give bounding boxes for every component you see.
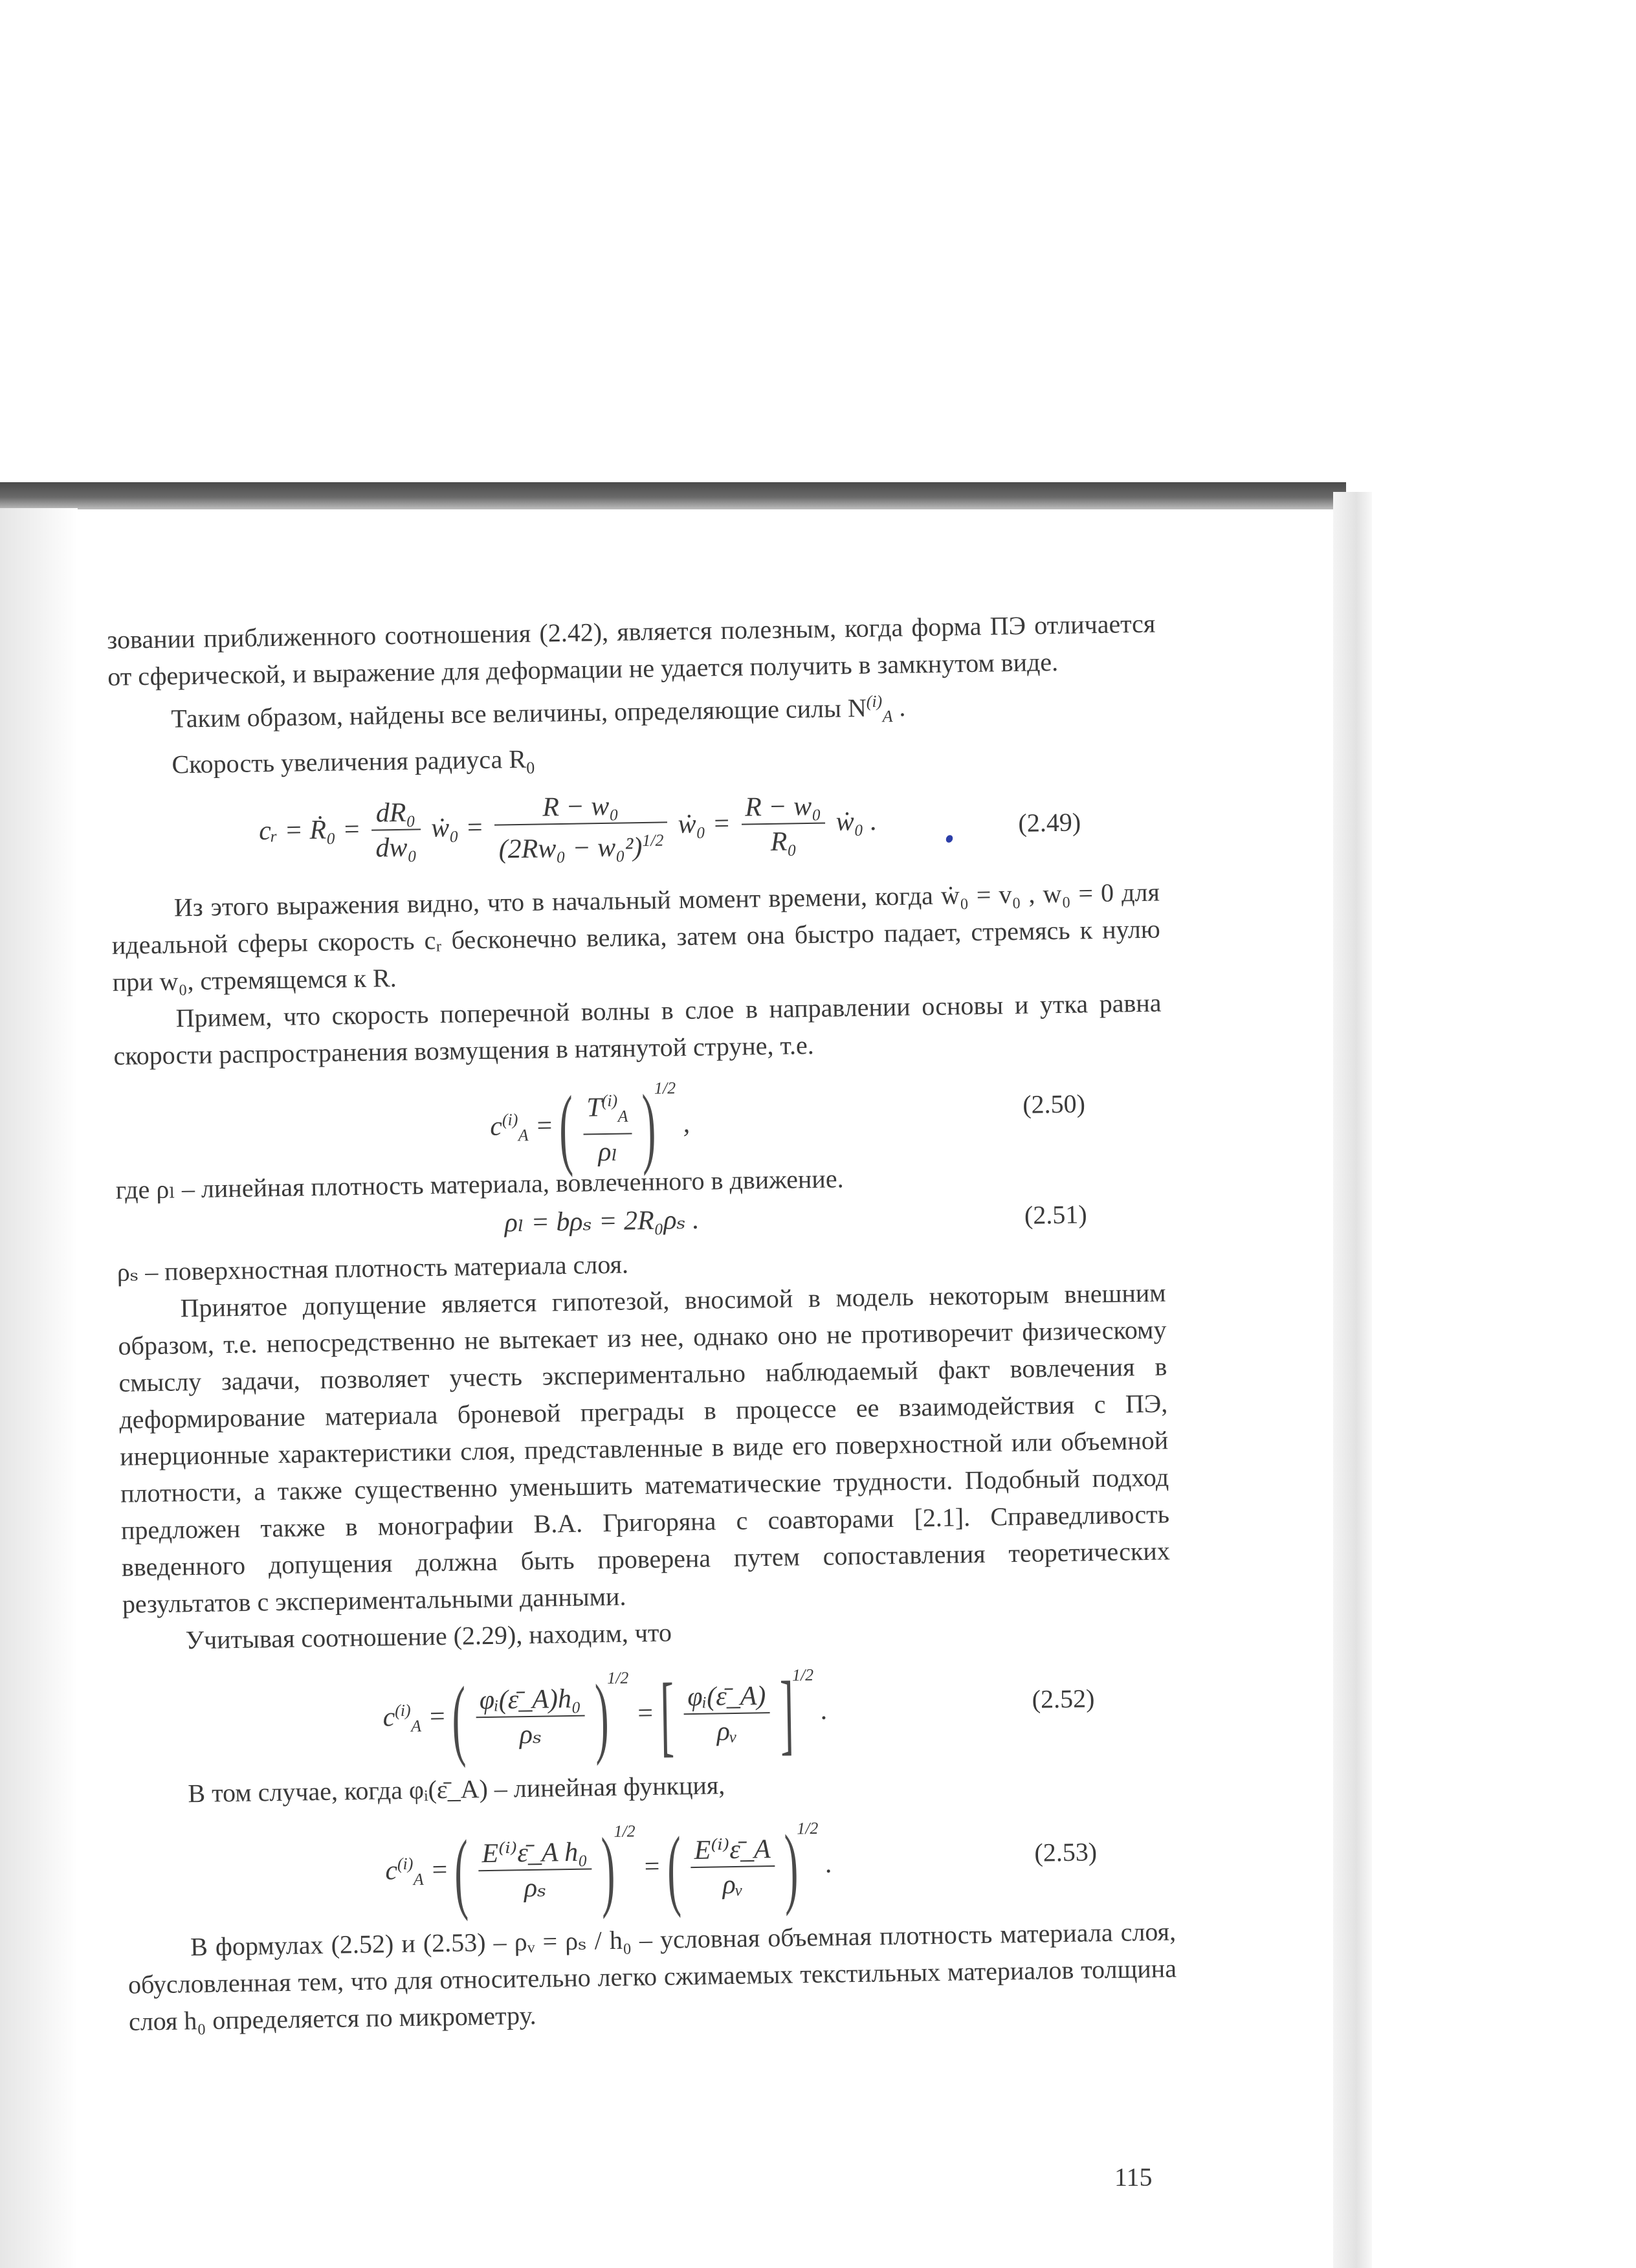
- eq253-right-paren-2: ): [784, 1816, 799, 1917]
- eq253-equals-2: =: [642, 1852, 661, 1882]
- equation-2-49-body: [258, 786, 878, 871]
- eq250-tail: ,: [683, 1109, 691, 1139]
- eq250-equals: =: [535, 1111, 554, 1142]
- eq252-lhs: c: [382, 1702, 395, 1733]
- eq253-f2-den: ρᵥ: [722, 1869, 744, 1900]
- eq252-f2-num: φᵢ(ε̄_A): [683, 1680, 770, 1715]
- eq253-fraction-1: [478, 1836, 592, 1906]
- eq250-fraction: [582, 1085, 633, 1170]
- equation-2-51-body: ρₗ = bρₛ = 2R₀ρₛ .: [504, 1205, 700, 1238]
- eq250-lhs-sup: (i): [502, 1110, 518, 1129]
- eq250-num-sup: (i): [601, 1091, 618, 1111]
- eq250-lhs: c: [489, 1111, 503, 1142]
- eq249-f2-den-exp: 1/2: [642, 830, 664, 850]
- eq252-right-paren-1: ): [594, 1665, 610, 1767]
- eq250-num-sub: A: [617, 1107, 628, 1126]
- eq252-left-paren-1: (: [451, 1668, 467, 1769]
- paragraph-considering: Учитывая соотношение (2.29), находим, что: [185, 1618, 672, 1655]
- radius-speed-subscript: 0: [526, 758, 535, 778]
- paragraph-conditional-density: В формулах (2.52) и (2.53) – ρᵥ = ρₛ / h₀ – условная объемная плотность материала слоя, обусловленная тем, что для относительно легко сжимаемых текстильных материалов толщина слоя h₀ определяется по микрометру.: [127, 1917, 1177, 2037]
- eq253-left-paren-2: (: [666, 1818, 681, 1919]
- eq253-exponent-1: 1/2: [614, 1821, 636, 1841]
- eq252-left-bracket: [: [659, 1665, 675, 1766]
- eq249-f3-den: R₀: [770, 827, 797, 858]
- eq252-lhs-sub: A: [410, 1717, 422, 1736]
- eq250-right-paren: ): [641, 1076, 657, 1177]
- equation-2-50-body: [489, 1069, 691, 1178]
- paragraph-wave-speed: Примем, что скорость поперечной волны в слое в направлении основы и утка равна скорости распространения возмущения в натянутой струне, т.е.: [113, 988, 1162, 1071]
- forces-period: .: [898, 692, 906, 722]
- forces-superscript: (i): [866, 692, 883, 711]
- book-page: [107, 605, 1177, 2041]
- equation-number-2-49: (2.49): [1018, 807, 1081, 838]
- eq253-fraction-2: [690, 1833, 775, 1903]
- eq252-f1-num: φᵢ(ε̄_A)h₀: [475, 1682, 584, 1718]
- equation-2-53-body: [384, 1810, 833, 1922]
- paragraph-forces-text: Таким образом, найдены все величины, определяющие силы N: [171, 693, 867, 733]
- equation-2-49: [109, 777, 1159, 890]
- eq253-equals-1: =: [430, 1855, 449, 1885]
- eq250-exponent: 1/2: [654, 1078, 676, 1098]
- scan-top-edge: [0, 482, 1346, 509]
- eq249-fraction-3: [741, 790, 826, 860]
- eq253-f1-den: ρₛ: [524, 1873, 547, 1903]
- eq250-lhs-sub: A: [518, 1126, 529, 1145]
- eq249-f1-num: dR₀: [371, 797, 420, 831]
- eq250-den: ρₗ: [597, 1137, 618, 1168]
- forces-subscript: A: [882, 707, 893, 726]
- eq249-mid-1: ẇ₀ =: [430, 812, 484, 844]
- eq249-f2-den: [494, 823, 668, 867]
- eq250-num: [582, 1085, 632, 1135]
- equation-2-52: [123, 1643, 1173, 1776]
- page-number: 115: [1114, 2162, 1153, 2192]
- paragraph-surface-density: ρₛ – поверхностная плотность материала слоя.: [116, 1249, 629, 1287]
- eq249-tail: ẇ₀ .: [835, 806, 878, 838]
- paragraph-continuation: зовании приближенного соотношения (2.42), является полезным, когда форма ПЭ отличается от сферической, и выражение для деформации не удается получить в замкнутом виде.: [107, 608, 1156, 691]
- eq253-exponent-2: 1/2: [796, 1819, 819, 1838]
- eq249-f3-num: R − w₀: [741, 790, 825, 825]
- eq250-left-paren: (: [558, 1077, 574, 1178]
- eq253-f2-num: E⁽ⁱ⁾ε̄_A: [690, 1833, 775, 1868]
- paragraph-linear-density: где ρₗ – линейная плотность материала, вовлеченного в движение.: [115, 1164, 844, 1205]
- eq249-lhs: cᵣ = Ṙ₀ =: [258, 814, 361, 847]
- scan-binding-shadow: [0, 508, 78, 2268]
- equation-2-52-body: [382, 1656, 828, 1769]
- eq252-equals-1: =: [427, 1702, 447, 1732]
- eq252-exponent-1: 1/2: [606, 1668, 629, 1688]
- eq252-f2-den: ρᵥ: [716, 1716, 738, 1747]
- eq252-fraction-2: [683, 1680, 771, 1750]
- equation-number-2-51: (2.51): [1024, 1199, 1087, 1230]
- eq249-mid-2: ẇ₀ =: [678, 808, 731, 840]
- eq253-left-paren-1: (: [454, 1821, 469, 1922]
- eq253-lhs-sup: (i): [397, 1854, 414, 1874]
- eq252-tail: .: [821, 1696, 828, 1726]
- eq252-equals-2: =: [636, 1698, 655, 1729]
- eq253-tail: .: [825, 1849, 833, 1880]
- eq253-lhs: c: [385, 1856, 398, 1886]
- radius-speed-text: Скорость увеличения радиуса R: [171, 744, 527, 779]
- eq249-f1-den: dw₀: [375, 832, 417, 863]
- paragraph-initial-moment: Из этого выражения видно, что в начальный момент времени, когда ẇ₀ = v₀ , w₀ = 0 для идеальной сферы скорость cᵣ бесконечно велика, затем она быстро падает, стремясь к нулю при w₀, стремящемся к R.: [111, 877, 1161, 997]
- eq252-f1-den: ρₛ: [519, 1719, 542, 1750]
- eq249-fraction-2: [494, 790, 668, 867]
- equation-2-53: [126, 1797, 1176, 1929]
- equation-2-50: [114, 1058, 1164, 1178]
- eq252-right-bracket: ]: [779, 1663, 795, 1764]
- eq253-right-paren-1: ): [601, 1819, 616, 1920]
- eq249-f2-num: R − w₀: [494, 790, 667, 826]
- eq252-lhs-sup: (i): [394, 1701, 411, 1720]
- scan-page-edge: [1333, 492, 1372, 2268]
- paragraph-linear-function: В том случае, когда φᵢ(ε̄_A) – линейная функция,: [188, 1770, 725, 1808]
- eq249-f2-den-text: (2Rw₀ − w₀²): [498, 832, 643, 865]
- eq252-exponent-2: 1/2: [791, 1665, 814, 1685]
- equation-number-2-50: (2.50): [1022, 1089, 1086, 1120]
- paragraph-hypothesis: Принятое допущение является гипотезой, вносимой в модель некоторым внешним образом, т.е. непосредственно не вытекает из нее, однако оно не противоречит физическому смыслу задачи, позволяет учесть экспериментально наблюдаемый факт вовлечения в деформирование материала броневой преграды в процессе ее взаимодействия с ПЭ, инерционные характеристики слоя, представленные в виде его поверхностной или объемной плотности, а также существенно уменьшить математические трудности. Подобный подход предложен также в монографии В.А. Григоряна с соавторами [2.1]. Справедливость введенного допущения должна быть проверена путем сопоставления теоретических результатов с экспериментальными данными.: [118, 1278, 1171, 1619]
- equation-number-2-53: (2.53): [1034, 1837, 1098, 1868]
- equation-number-2-52: (2.52): [1032, 1684, 1095, 1715]
- eq252-fraction-1: [475, 1682, 585, 1753]
- eq253-f1-num: E⁽ⁱ⁾ε̄_A h₀: [478, 1836, 591, 1871]
- eq249-fraction-1: [371, 797, 421, 866]
- eq253-lhs-sub: A: [413, 1870, 424, 1889]
- eq250-num-text: T: [586, 1093, 602, 1123]
